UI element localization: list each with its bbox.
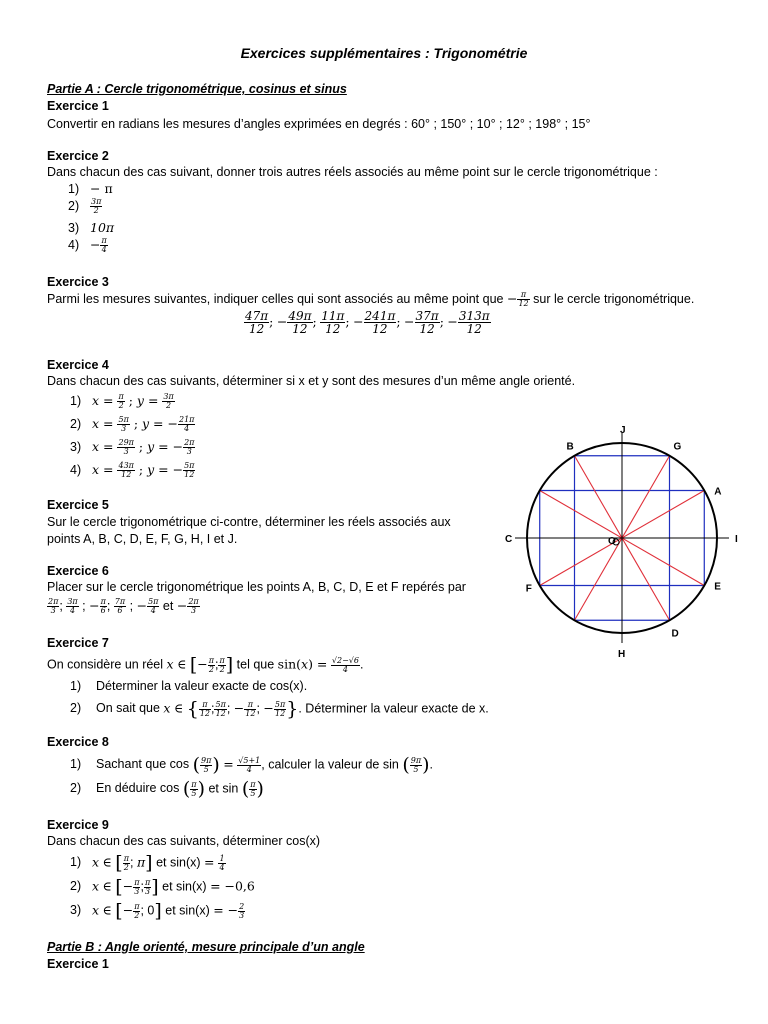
point-label-f: F bbox=[525, 583, 532, 595]
part-a-heading: Partie A : Cercle trigonométrique, cosinus et sinus bbox=[47, 82, 347, 96]
point-label-a: A bbox=[714, 486, 722, 498]
exercise-4-item-3: 3) x = $\frac{29\pi}{3}$ ; y = − $\frac{2\pi}{3}$ bbox=[70, 438, 195, 457]
exercise-7-heading: Exercice 7 bbox=[47, 636, 109, 650]
exercise-2-item-2: 2) $\frac{3\pi}{2}$ bbox=[68, 197, 102, 215]
exercise-8-item-2: 2) En déduire cos ( $\frac{\pi}{5}$ ) et sin ( $\frac{\pi}{5}$ ) bbox=[70, 778, 264, 800]
exercise-3-heading: Exercice 3 bbox=[47, 275, 109, 289]
point-label-g: G bbox=[673, 441, 682, 453]
exercise-9-item-1: 1) x ∈ [ $\frac{\pi}{2}$ ; π] et sin(x) = $\frac{1}{4}$ bbox=[70, 852, 225, 874]
exercise-9-text: Dans chacun des cas suivants, déterminer cos(x) bbox=[47, 834, 321, 848]
exercise-9-item-3: 3) x ∈ [− $\frac{\pi}{2}$ ; 0] et sin(x) = − $\frac{2}{3}$ bbox=[70, 900, 245, 922]
exercise-2-item-4: 4) − $\frac{\pi}{4}$ bbox=[68, 236, 107, 255]
exercise-7-item-2: 2) On sait que x ∈ { $\frac{\pi}{12}$ ; $\frac{5\pi}{12}$ ; − $\frac{\pi}{12}$ ; − $\frac{5\pi}{12}$ }. Déterminer la valeur exacte de x. bbox=[70, 698, 489, 720]
part-b-heading: Partie B : Angle orienté, mesure principale d’un angle bbox=[47, 940, 365, 954]
exercise-2-item-1: 1) − π bbox=[68, 181, 113, 196]
point-label-h: H bbox=[618, 649, 626, 660]
exercise-3-text: Parmi les mesures suivantes, indiquer celles qui sont associés au même point que − $\frac{\pi}{12}$ sur le cercle trigonométrique. bbox=[47, 290, 695, 309]
trigonometric-circle-figure bbox=[496, 418, 746, 660]
exercise-1-heading: Exercice 1 bbox=[47, 99, 109, 113]
exercise-5-text-1: Sur le cercle trigonométrique ci-contre, déterminer les réels associés aux bbox=[47, 515, 451, 529]
exercise-4-item-2: 2) x = $\frac{5\pi}{3}$ ; y = − $\frac{21\pi}{4}$ bbox=[70, 415, 195, 434]
part-b-exercise-1-heading: Exercice 1 bbox=[47, 957, 109, 971]
exercise-6-text: Placer sur le cercle trigonométrique les points A, B, C, D, E et F repérés par bbox=[47, 580, 466, 594]
exercise-4-item-4: 4) x = $\frac{43\pi}{12}$ ; y = − $\frac{5\pi}{12}$ bbox=[70, 461, 195, 480]
point-label-c: C bbox=[505, 534, 513, 545]
exercise-3-measures: $\frac{47\pi}{12}$ ; − $\frac{49\pi}{12}$ ; $\frac{11\pi}{12}$ ; − $\frac{241\pi}{12}$ ; − $\frac{37\pi}{12}$ ; − $\frac{313\pi}{12}$ bbox=[245, 309, 490, 336]
point-label-i: I bbox=[735, 534, 738, 545]
exercise-7-text: On considère un réel x ∈ [− $\frac{\pi}{2}$ ; $\frac{\pi}{2}$ ] tel que sin(x) = $\frac{√2-√6}{4}$ . bbox=[47, 654, 364, 676]
point-label-e: E bbox=[714, 581, 721, 593]
exercise-5-text-2: points A, B, C, D, E, F, G, H, I et J. bbox=[47, 532, 238, 546]
point-label-j: J bbox=[620, 425, 626, 436]
exercise-4-text: Dans chacun des cas suivants, déterminer si x et y sont des mesures d’un même angle orienté. bbox=[47, 374, 576, 388]
exercise-4-heading: Exercice 4 bbox=[47, 358, 109, 372]
exercise-8-heading: Exercice 8 bbox=[47, 735, 109, 749]
exercise-6-values: $\frac{2\pi}{3}$ ; $\frac{3\pi}{4}$ ; − $\frac{\pi}{6}$ ; $\frac{7\pi}{6}$ ; − $\frac{5\pi}{4}$ et − $\frac{2\pi}{3}$ bbox=[48, 597, 199, 616]
exercise-9-item-2: 2) x ∈ [− $\frac{\pi}{3}$ ; $\frac{\pi}{3}$ ] et sin(x) = −0,6 bbox=[70, 876, 255, 898]
exercise-4-item-1: 1) x = $\frac{\pi}{2}$ ; y = $\frac{3\pi}{2}$ bbox=[70, 392, 174, 411]
exercise-1-text: Convertir en radians les mesures d’angles exprimées en degrés : 60° ; 150° ; 10° ; 12° ; 198° ; 15° bbox=[47, 117, 591, 131]
exercise-9-heading: Exercice 9 bbox=[47, 818, 109, 832]
exercise-7-item-1: 1) Déterminer la valeur exacte de cos(x). bbox=[70, 679, 308, 693]
point-label-b: B bbox=[566, 441, 574, 453]
point-label-d: D bbox=[671, 628, 679, 640]
exercise-8-item-1: 1) Sachant que cos ( $\frac{9\pi}{5}$ ) = $\frac{√5+1}{4}$ , calculer la valeur de sin ( $\frac{9\pi}{5}$ ). bbox=[70, 754, 433, 776]
exercise-2-text: Dans chacun des cas suivant, donner trois autres réels associés au même point sur le cercle trigonométrique : bbox=[47, 165, 658, 179]
page-title: Exercices supplémentaires : Trigonométrie bbox=[240, 45, 528, 61]
exercise-6-heading: Exercice 6 bbox=[47, 564, 109, 578]
exercise-2-heading: Exercice 2 bbox=[47, 149, 109, 163]
exercise-2-item-3: 3) 10π bbox=[68, 220, 115, 235]
exercise-5-heading: Exercice 5 bbox=[47, 498, 109, 512]
point-label-o: O bbox=[608, 536, 616, 547]
